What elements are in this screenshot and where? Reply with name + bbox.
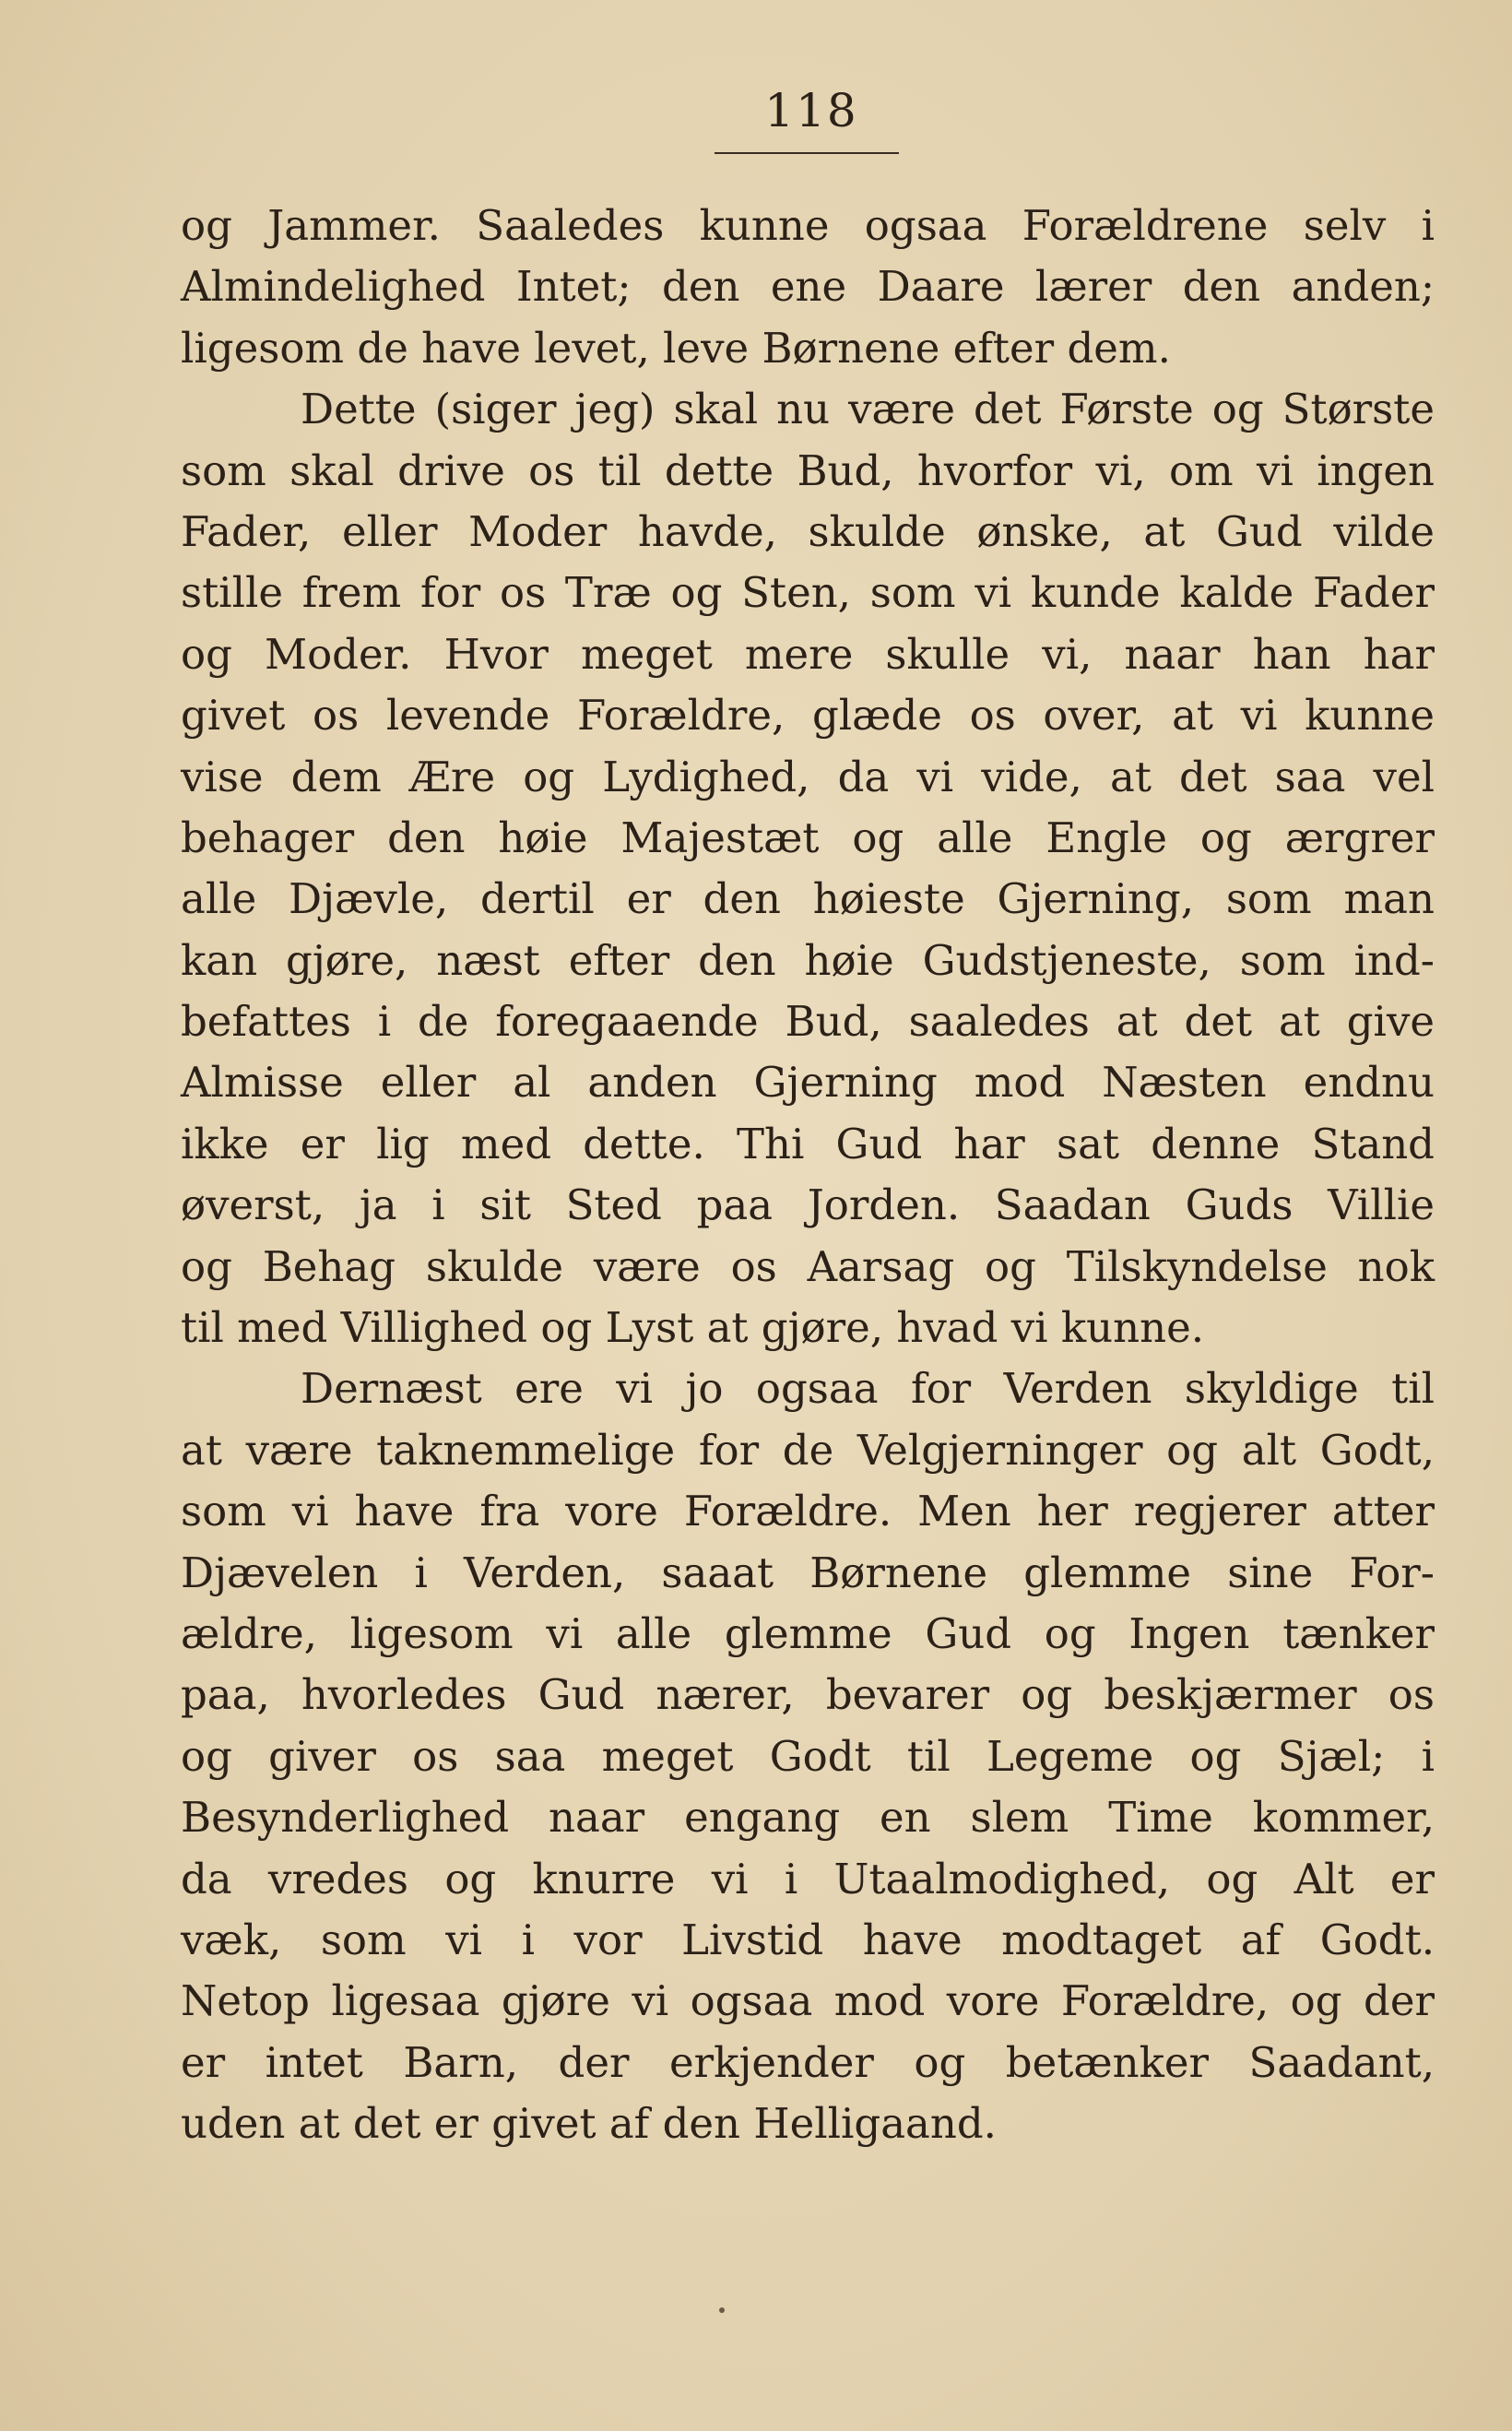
text-line: Fader, eller Moder havde, skulde ønske, at Gud vilde: [181, 506, 1435, 556]
page-number: 118: [764, 84, 858, 137]
text-line: Almindelighed Intet; den ene Daare lærer den anden;: [181, 262, 1435, 312]
text-line: Netop ligesaa gjøre vi ogsaa mod vore Forældre, og der: [181, 1976, 1435, 2026]
text-line: ældre, ligesom vi alle glemme Gud og Ingen tænker: [181, 1608, 1435, 1658]
text-line: befattes i de foregaaende Bud, saaledes at det at give: [181, 997, 1435, 1047]
text-line: og giver os saa meget Godt til Legeme og Sjæl; i: [181, 1731, 1435, 1781]
text-line: er intet Barn, der erkjender og betænker Saadant,: [181, 2037, 1435, 2087]
text-line: Almisse eller al anden Gjerning mod Næsten endnu: [181, 1058, 1435, 1108]
text-line: og Moder. Hvor meget mere skulle vi, naar han har: [181, 629, 1435, 679]
text-line: til med Villighed og Lyst at gjøre, hvad vi kunne.: [181, 1303, 1205, 1353]
paper-speck: [719, 2307, 725, 2313]
body-text: [181, 196, 1435, 2155]
text-line: Dernæst ere vi jo ogsaa for Verden skyldige til: [301, 1364, 1435, 1414]
header-rule: [715, 152, 899, 154]
text-line: væk, som vi i vor Livstid have modtaget af Godt.: [181, 1915, 1435, 1964]
text-line: kan gjøre, næst efter den høie Gudstjeneste, som ind-: [181, 935, 1435, 985]
text-line: ikke er lig med dette. Thi Gud har sat denne Stand: [181, 1119, 1435, 1168]
text-line: som skal drive os til dette Bud, hvorfor vi, om vi ingen: [181, 445, 1435, 495]
text-line: at være taknemmelige for de Velgjerninger og alt Godt,: [181, 1425, 1435, 1475]
text-line: øverst, ja i sit Sted paa Jorden. Saadan Guds Villie: [181, 1180, 1435, 1230]
text-line: og Behag skulde være os Aarsag og Tilskyndelse nok: [181, 1241, 1435, 1291]
text-line: alle Djævle, dertil er den høieste Gjerning, som man: [181, 874, 1435, 924]
text-line: behager den høie Majestæt og alle Engle og ærgrer: [181, 812, 1435, 862]
text-line: Besynderlighed naar engang en slem Time kommer,: [181, 1793, 1435, 1843]
text-line: og Jammer. Saaledes kunne ogsaa Forældrene selv i: [181, 201, 1435, 250]
text-line: paa, hvorledes Gud nærer, bevarer og beskjærmer os: [181, 1670, 1435, 1720]
text-line: stille frem for os Træ og Sten, som vi kunde kalde Fader: [181, 568, 1435, 618]
text-line: vise dem Ære og Lydighed, da vi vide, at det saa vel: [181, 752, 1435, 801]
text-line: ligesom de have levet, leve Børnene efter dem.: [181, 323, 1171, 373]
text-line: givet os levende Forældre, glæde os over, at vi kunne: [181, 691, 1435, 741]
text-line: som vi have fra vore Forældre. Men her regjerer atter: [181, 1487, 1435, 1536]
text-line: Djævelen i Verden, saaat Børnene glemme sine For-: [181, 1548, 1435, 1597]
text-line: uden at det er givet af den Helligaand.: [181, 2099, 997, 2149]
text-line: Dette (siger jeg) skal nu være det Første og Største: [301, 385, 1435, 434]
text-line: da vredes og knurre vi i Utaalmodighed, og Alt er: [181, 1854, 1435, 1903]
